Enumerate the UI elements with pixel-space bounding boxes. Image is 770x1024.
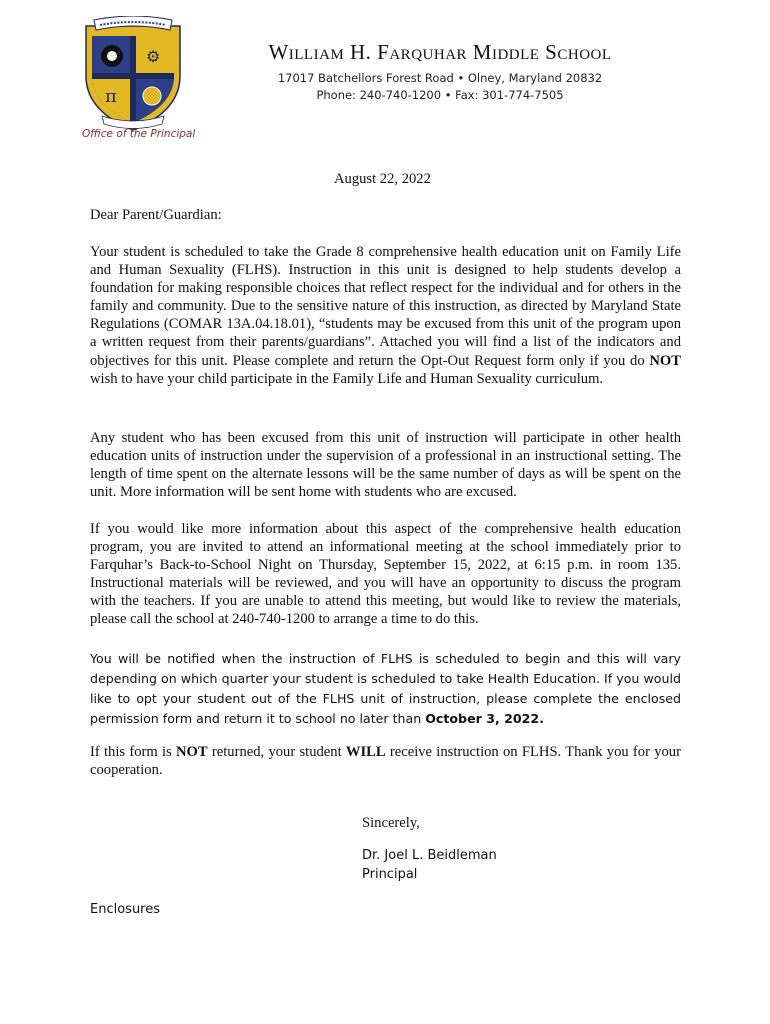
paragraph-5-text-c: receive instruction on FLHS. Thank you for your cooperation.	[90, 744, 681, 779]
paragraph-1	[90, 243, 681, 388]
paragraph-1-text-a: Your student is scheduled to take the Grade 8 comprehensive health education unit on Family Life and Human Sexuality (FLHS). Instruction in this unit is designed to help students develop a foundation for making responsible choices that reflect respect for the individual and for others in the family and community. Due to the sensitive nature of this instruction, as directed by Maryland State Regulations (COMAR 13A.04.18.01), “students may be excused from this unit of the program upon a written request from their parents/guardians”. Attached you will find a list of the indicators and objectives for this unit. Please complete and return the Opt-Out Request form only if you do	[90, 244, 681, 369]
paragraph-4-bold-date: October 3, 2022.	[425, 711, 544, 726]
paragraph-5	[90, 743, 681, 779]
signer-name: Dr. Joel L. Beidleman	[362, 848, 497, 863]
enclosures-note: Enclosures	[90, 902, 161, 917]
paragraph-1-bold: NOT	[649, 352, 681, 369]
paragraph-5-bold-will: WILL	[345, 744, 386, 760]
paragraph-5-text-b: returned, your student	[207, 744, 346, 760]
svg-text:⚙: ⚙	[146, 47, 161, 66]
office-label: Office of the Principal	[82, 128, 196, 140]
paragraph-1-text-b: wish to have your child participate in the Family Life and Human Sexuality curriculum.	[90, 370, 604, 387]
paragraph-4-text-a: You will be notified when the instruction of FLHS is scheduled to begin and this will vary depending on which quarter your student is scheduled to take Health Education. If you would like to opt your student out of the FLHS unit of instruction, please complete the enclosed permission form and return it to school no later than	[90, 651, 681, 726]
paragraph-4	[90, 649, 681, 729]
school-crest-icon	[80, 16, 186, 132]
paragraph-2: Any student who has been excused from this unit of instruction will participate in other health education units of instruction under the supervision of a professional in an instructional setting. The length of time spent on the alternate lessons will be the same number of days as will be spent on the unit. More information will be sent home with students who are excused.	[90, 430, 681, 501]
school-phone-fax: Phone: 240-740-1200 • Fax: 301-774-7505	[316, 88, 564, 102]
signer-title: Principal	[362, 867, 418, 882]
paragraph-5-bold-not: NOT	[176, 744, 208, 760]
paragraph-5-text-a: If this form is	[90, 744, 176, 760]
letter-date: August 22, 2022	[334, 171, 431, 187]
school-address: 17017 Batchellors Forest Road • Olney, Maryland 20832	[277, 71, 603, 85]
salutation: Dear Parent/Guardian:	[90, 207, 222, 223]
school-name: William H. Farquhar Middle School	[268, 40, 612, 64]
closing: Sincerely,	[362, 815, 420, 831]
svg-text:π: π	[105, 86, 117, 107]
paragraph-3: If you would like more information about this aspect of the comprehensive health education program, you are invited to attend an informational meeting at the school immediately prior to Farquhar’s Back-to-School Night on Thursday, September 15, 2022, at 6:15 p.m. in room 135. Instructional materials will be reviewed, and you will have an opportunity to discuss the program with the teachers. If you are unable to attend this meeting, but would like to review the materials, please call the school at 240-740-1200 to arrange a time to do this.	[90, 521, 681, 628]
